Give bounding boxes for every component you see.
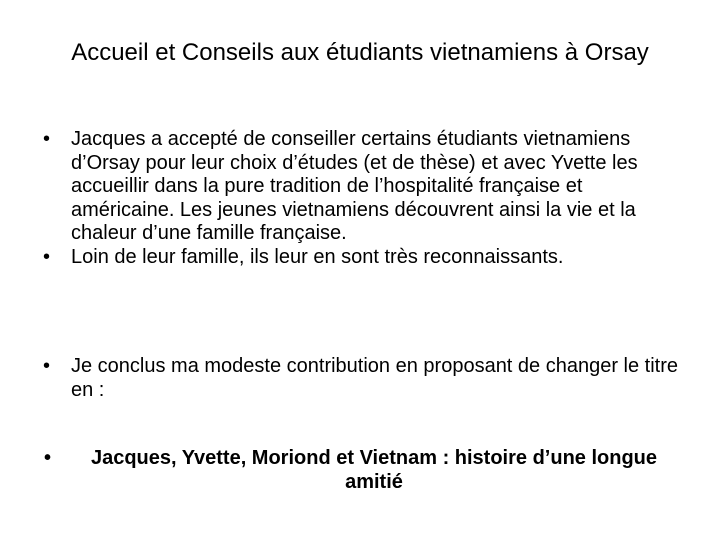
bullet-dot: • <box>43 245 51 268</box>
bullet-text: Je conclus ma modeste contribution en proposant de changer le titre en : <box>71 355 679 401</box>
bullet-item <box>40 128 680 246</box>
bullet-item <box>40 246 680 270</box>
bullet-text: Jacques a accepté de conseiller certains étudiants vietnamiens d’Orsay pour leur choix d’études (et de thèse) et avec Yvette les accueillir dans la pure tradition de l’hospitalité française et américaine. Les jeunes vietnamiens découvrent ainsi la vie et la chaleur d’une famille française. <box>71 128 638 244</box>
conclusion-text: Jacques, Yvette, Moriond et Vietnam : histoire d’une longue amitié <box>90 447 658 493</box>
bullet-dot: • <box>44 447 52 469</box>
slide-title: Accueil et Conseils aux étudiants vietnamiens à Orsay <box>71 39 649 66</box>
bullet-dot: • <box>43 355 51 377</box>
bullet-item <box>40 355 680 402</box>
bullet-dot: • <box>43 128 51 150</box>
bullet-list <box>40 128 680 269</box>
conclusion-bullet <box>44 446 684 494</box>
bullet-text: Loin de leur famille, ils leur en sont très reconnaissants. <box>71 245 564 268</box>
bullet-list <box>40 355 680 402</box>
